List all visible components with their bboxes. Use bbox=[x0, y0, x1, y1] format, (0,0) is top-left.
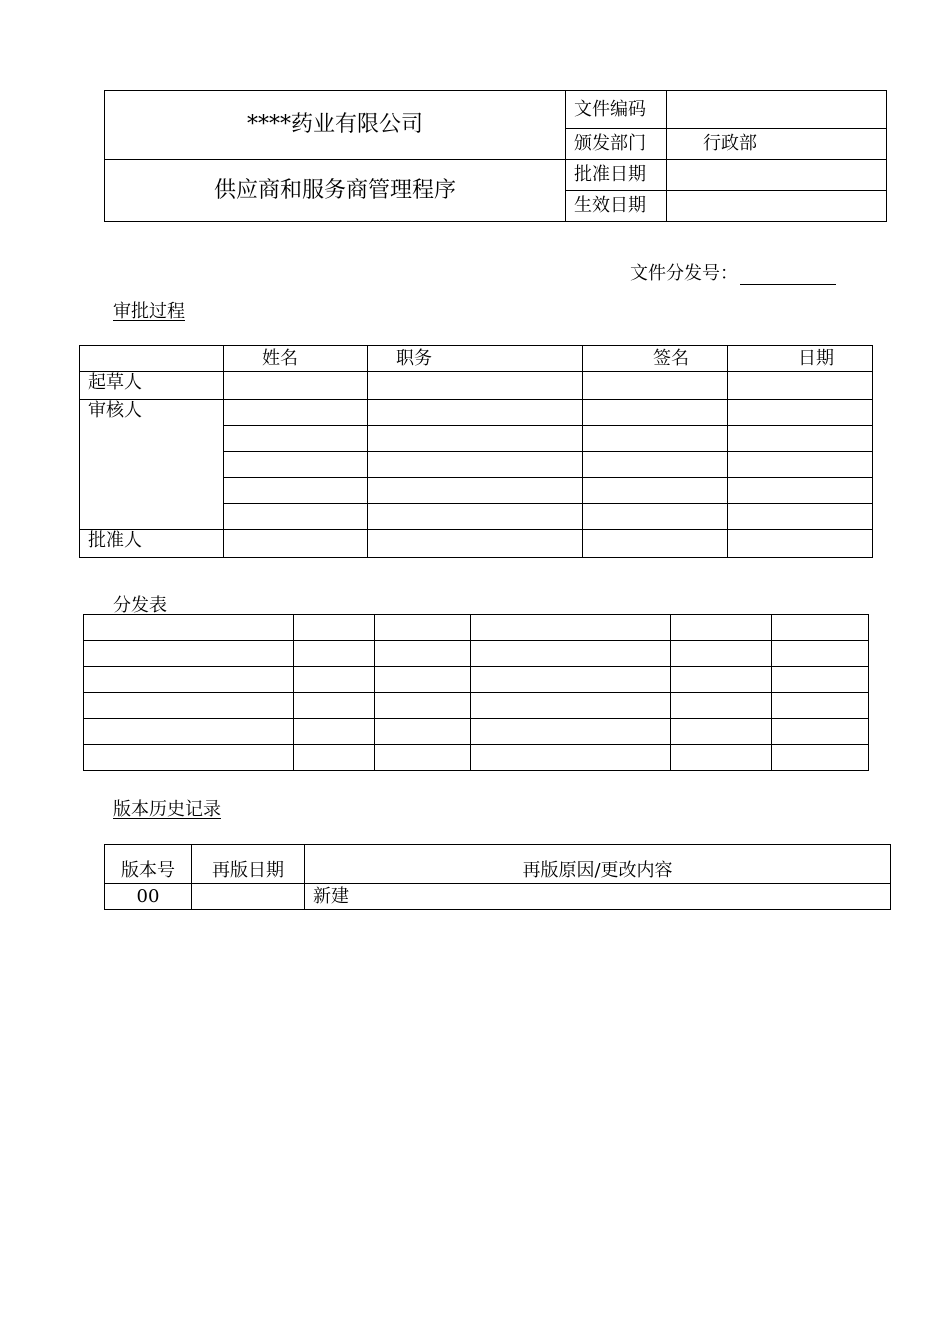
distribution-cell[interactable] bbox=[375, 667, 471, 693]
effective-date-value bbox=[667, 191, 887, 222]
drafter-signature-cell[interactable] bbox=[583, 372, 728, 400]
distribution-cell[interactable] bbox=[471, 745, 671, 771]
reviewer-label: 审核人 bbox=[80, 400, 224, 530]
distribution-cell[interactable] bbox=[772, 745, 869, 771]
history-section-title: 版本历史记录 bbox=[113, 799, 221, 820]
issuing-dept-value: 行政部 bbox=[667, 129, 887, 160]
distribution-cell[interactable] bbox=[294, 667, 375, 693]
distribution-number bbox=[630, 259, 836, 285]
history-version-cell: 00 bbox=[105, 884, 192, 910]
approval-date-label: 批准日期 bbox=[566, 160, 667, 191]
distribution-cell[interactable] bbox=[772, 667, 869, 693]
approver-name-cell[interactable] bbox=[224, 530, 368, 558]
version-history-table bbox=[104, 844, 891, 910]
reviewer-position-cell[interactable] bbox=[368, 400, 583, 426]
distribution-cell[interactable] bbox=[772, 693, 869, 719]
distribution-cell[interactable] bbox=[294, 615, 375, 641]
approval-header-signature: 签名 bbox=[583, 346, 728, 372]
distribution-row bbox=[84, 719, 869, 745]
distribution-cell[interactable] bbox=[84, 667, 294, 693]
issuing-dept-label: 颁发部门 bbox=[566, 129, 667, 160]
distribution-cell[interactable] bbox=[375, 615, 471, 641]
distribution-row bbox=[84, 641, 869, 667]
approval-date-value bbox=[667, 160, 887, 191]
distribution-cell[interactable] bbox=[375, 641, 471, 667]
approval-row-approver bbox=[80, 530, 873, 558]
distribution-cell[interactable] bbox=[772, 641, 869, 667]
history-header-version: 版本号 bbox=[105, 845, 192, 884]
distribution-cell[interactable] bbox=[671, 745, 772, 771]
reviewer-signature-cell[interactable] bbox=[583, 452, 728, 478]
approval-table bbox=[79, 345, 873, 558]
reviewer-position-cell[interactable] bbox=[368, 452, 583, 478]
approval-row-drafter bbox=[80, 372, 873, 400]
approver-signature-cell[interactable] bbox=[583, 530, 728, 558]
history-reason-cell: 新建 bbox=[305, 884, 891, 910]
approval-header-name: 姓名 bbox=[224, 346, 368, 372]
drafter-name-cell[interactable] bbox=[224, 372, 368, 400]
distribution-row bbox=[84, 667, 869, 693]
distribution-cell[interactable] bbox=[375, 719, 471, 745]
distribution-table bbox=[83, 614, 869, 771]
reviewer-signature-cell[interactable] bbox=[583, 426, 728, 452]
distribution-cell[interactable] bbox=[84, 719, 294, 745]
history-date-cell[interactable] bbox=[192, 884, 305, 910]
reviewer-date-cell[interactable] bbox=[728, 426, 873, 452]
reviewer-signature-cell[interactable] bbox=[583, 504, 728, 530]
distribution-cell[interactable] bbox=[671, 641, 772, 667]
distribution-cell[interactable] bbox=[671, 615, 772, 641]
distribution-number-blank[interactable] bbox=[740, 266, 836, 285]
reviewer-position-cell[interactable] bbox=[368, 504, 583, 530]
distribution-cell[interactable] bbox=[471, 693, 671, 719]
distribution-cell[interactable] bbox=[294, 745, 375, 771]
distribution-cell[interactable] bbox=[84, 745, 294, 771]
approval-header-date: 日期 bbox=[728, 346, 873, 372]
distribution-number-label: 文件分发号： bbox=[630, 263, 738, 284]
distribution-cell[interactable] bbox=[772, 615, 869, 641]
reviewer-date-cell[interactable] bbox=[728, 452, 873, 478]
distribution-cell[interactable] bbox=[471, 719, 671, 745]
reviewer-name-cell[interactable] bbox=[224, 478, 368, 504]
distribution-row bbox=[84, 615, 869, 641]
reviewer-date-cell[interactable] bbox=[728, 504, 873, 530]
effective-date-label: 生效日期 bbox=[566, 191, 667, 222]
distribution-cell[interactable] bbox=[375, 693, 471, 719]
doc-code-value bbox=[667, 91, 887, 129]
distribution-row bbox=[84, 693, 869, 719]
reviewer-name-cell[interactable] bbox=[224, 452, 368, 478]
distribution-cell[interactable] bbox=[84, 693, 294, 719]
drafter-date-cell[interactable] bbox=[728, 372, 873, 400]
approval-section-title: 审批过程 bbox=[113, 301, 185, 322]
document-header-table bbox=[104, 90, 887, 222]
distribution-cell[interactable] bbox=[84, 615, 294, 641]
reviewer-date-cell[interactable] bbox=[728, 478, 873, 504]
distribution-cell[interactable] bbox=[671, 693, 772, 719]
reviewer-name-cell[interactable] bbox=[224, 504, 368, 530]
approver-label: 批准人 bbox=[80, 530, 224, 558]
company-name: ****药业有限公司 bbox=[105, 91, 566, 160]
reviewer-name-cell[interactable] bbox=[224, 426, 368, 452]
reviewer-signature-cell[interactable] bbox=[583, 478, 728, 504]
distribution-row bbox=[84, 745, 869, 771]
distribution-cell[interactable] bbox=[294, 693, 375, 719]
distribution-cell[interactable] bbox=[84, 641, 294, 667]
distribution-cell[interactable] bbox=[375, 745, 471, 771]
distribution-cell[interactable] bbox=[471, 615, 671, 641]
distribution-cell[interactable] bbox=[471, 667, 671, 693]
approval-header-position: 职务 bbox=[368, 346, 583, 372]
approval-row-reviewer bbox=[80, 400, 873, 426]
reviewer-name-cell[interactable] bbox=[224, 400, 368, 426]
history-row bbox=[105, 884, 891, 910]
document-title: 供应商和服务商管理程序 bbox=[105, 160, 566, 222]
reviewer-position-cell[interactable] bbox=[368, 426, 583, 452]
drafter-position-cell[interactable] bbox=[368, 372, 583, 400]
reviewer-position-cell[interactable] bbox=[368, 478, 583, 504]
distribution-section-title: 分发表 bbox=[113, 595, 167, 616]
history-header-reason: 再版原因/更改内容 bbox=[305, 845, 891, 884]
approver-position-cell[interactable] bbox=[368, 530, 583, 558]
doc-code-label: 文件编码 bbox=[566, 91, 667, 129]
distribution-cell[interactable] bbox=[294, 719, 375, 745]
approver-date-cell[interactable] bbox=[728, 530, 873, 558]
history-header-date: 再版日期 bbox=[192, 845, 305, 884]
distribution-cell[interactable] bbox=[671, 719, 772, 745]
drafter-label: 起草人 bbox=[80, 372, 224, 400]
distribution-cell[interactable] bbox=[772, 719, 869, 745]
distribution-cell[interactable] bbox=[294, 641, 375, 667]
reviewer-signature-cell[interactable] bbox=[583, 400, 728, 426]
distribution-cell[interactable] bbox=[671, 667, 772, 693]
approval-header-role bbox=[80, 346, 224, 372]
reviewer-date-cell[interactable] bbox=[728, 400, 873, 426]
distribution-cell[interactable] bbox=[471, 641, 671, 667]
